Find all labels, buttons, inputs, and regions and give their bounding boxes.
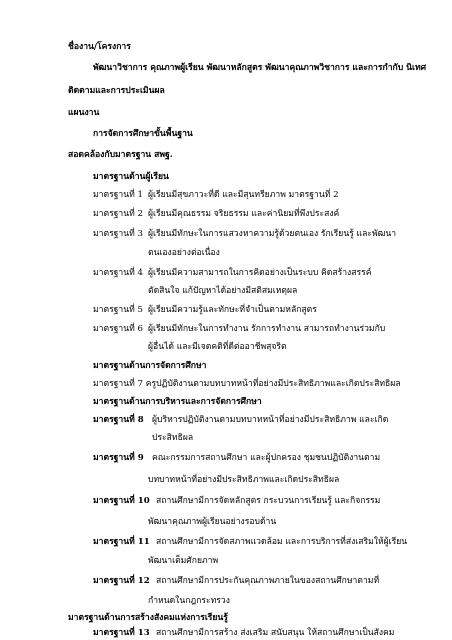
standard-4-label: มาตรฐานที่ 4 — [93, 268, 143, 278]
plan-label: แผนงาน — [68, 108, 100, 118]
standard-5-text: ผู้เรียนมีความรู้และทักษะที่จำเป็นตามหลักสูตร — [148, 305, 317, 315]
plan-value: การจัดการศึกษาขั้นพื้นฐาน — [93, 129, 193, 139]
standard-5-label: มาตรฐานที่ 5 — [93, 305, 143, 315]
standard-2-text: ผู้เรียนมีคุณธรรม จริยธรรม และค่านิยมที่พึงประสงค์ — [148, 209, 340, 219]
standard-11-text-line2: พัฒนาเต็มศักยภาพ — [148, 556, 219, 566]
alignment-label: สอดคล้องกับมาตรฐาน สพฐ. — [68, 150, 173, 160]
standard-12-text-line1: สถานศึกษามีการประกันคุณภาพภายในของสถานศึกษาตามที่ — [156, 576, 380, 586]
standard-4-text-line1: ผู้เรียนมีความสามารถในการคิดอย่างเป็นระบบ คิดสร้างสรรค์ — [148, 268, 372, 278]
standard-6-label: มาตรฐานที่ 6 — [93, 324, 143, 334]
society-section-title: มาตรฐานด้านการสร้างสังคมแห่งการเรียนรู้ — [68, 613, 228, 623]
standard-4-text-line2: ตัดสินใจ แก้ปัญหาได้อย่างมีสติสมเหตุผล — [148, 286, 298, 296]
standard-3-text-line1: ผู้เรียนมีทักษะในการแสวงหาความรู้ด้วยตนเอง รักเรียนรู้ และพัฒนา — [148, 229, 397, 239]
project-title-line2: ติดตามและการประเมินผล — [68, 86, 165, 96]
standard-1-text: ผู้เรียนมีสุขภาวะที่ดี และมีสุนทรียภาพ มาตรฐานที่ 2 — [148, 190, 339, 200]
standard-13-label: มาตรฐานที่ 13 — [93, 628, 150, 638]
standard-9-text-line2: บทบาทหน้าที่อย่างมีประสิทธิภาพและเกิดประสิทธิผล — [148, 475, 340, 485]
teaching-section-title: มาตรฐานด้านการจัดการศึกษา — [93, 361, 207, 371]
standard-2-label: มาตรฐานที่ 2 — [93, 209, 143, 219]
learner-section-title: มาตรฐานด้านผู้เรียน — [93, 172, 169, 182]
standard-1-label: มาตรฐานที่ 1 — [93, 190, 143, 200]
standard-11-label: มาตรฐานที่ 11 — [93, 537, 150, 547]
project-label: ชื่องาน/โครงการ — [68, 42, 131, 52]
standard-10-text-line2: พัฒนาคุณภาพผู้เรียนอย่างรอบด้าน — [148, 517, 277, 527]
standard-3-label: มาตรฐานที่ 3 — [93, 229, 143, 239]
standard-10-label: มาตรฐานที่ 10 — [93, 496, 150, 506]
standard-9-text-line1: คณะกรรมการสถานศึกษา และผู้ปกครอง ชุมชนปฏิบัติงานตาม — [152, 453, 381, 463]
standard-6-text-line1: ผู้เรียนมีทักษะในการทำงาน รักการทำงาน สามารถทำงานร่วมกับ — [148, 324, 386, 334]
project-title-line1: พัฒนาวิชาการ คุณภาพผู้เรียน พัฒนาหลักสูตร พัฒนาคุณภาพวิชาการ และการกำกับ นิเทศ — [93, 63, 427, 73]
standard-12-label: มาตรฐานที่ 12 — [93, 576, 150, 586]
standard-13-text: สถานศึกษามีการสร้าง ส่งเสริม สนับสนุน ให้สถานศึกษาเป็นสังคม — [156, 628, 395, 638]
standard-11-text-line1: สถานศึกษามีการจัดสภาพแวดล้อม และการบริการที่ส่งเสริมให้ผู้เรียน — [156, 537, 408, 547]
standard-6-text-line2: ผู้อื่นได้ และมีเจตคติที่ดีต่ออาชีพสุจริต — [148, 342, 287, 352]
standard-8-text-line1: ผู้บริหารปฏิบัติงานตามบทบาทหน้าที่อย่างมีประสิทธิภาพ และเกิด — [152, 415, 389, 425]
standard-12-text-line2: กำหนดในกฎกระทรวง — [148, 596, 230, 606]
standard-10-text-line1: สถานศึกษามีการจัดหลักสูตร กระบวนการเรียนรู้ และกิจกรรม — [156, 496, 381, 506]
standard-8-text-line2: ประสิทธิผล — [152, 433, 194, 443]
admin-section-title: มาตรฐานด้านการบริหารและการจัดการศึกษา — [93, 397, 262, 407]
standard-3-text-line2: ตนเองอย่างต่อเนื่อง — [148, 248, 220, 258]
standard-8-label: มาตรฐานที่ 8 — [93, 415, 144, 425]
standard-7: มาตรฐานที่ 7 ครูปฏิบัติงานตามบทบาทหน้าที่อย่างมีประสิทธิภาพและเกิดประสิทธิผล — [93, 379, 401, 389]
standard-9-label: มาตรฐานที่ 9 — [93, 453, 144, 463]
